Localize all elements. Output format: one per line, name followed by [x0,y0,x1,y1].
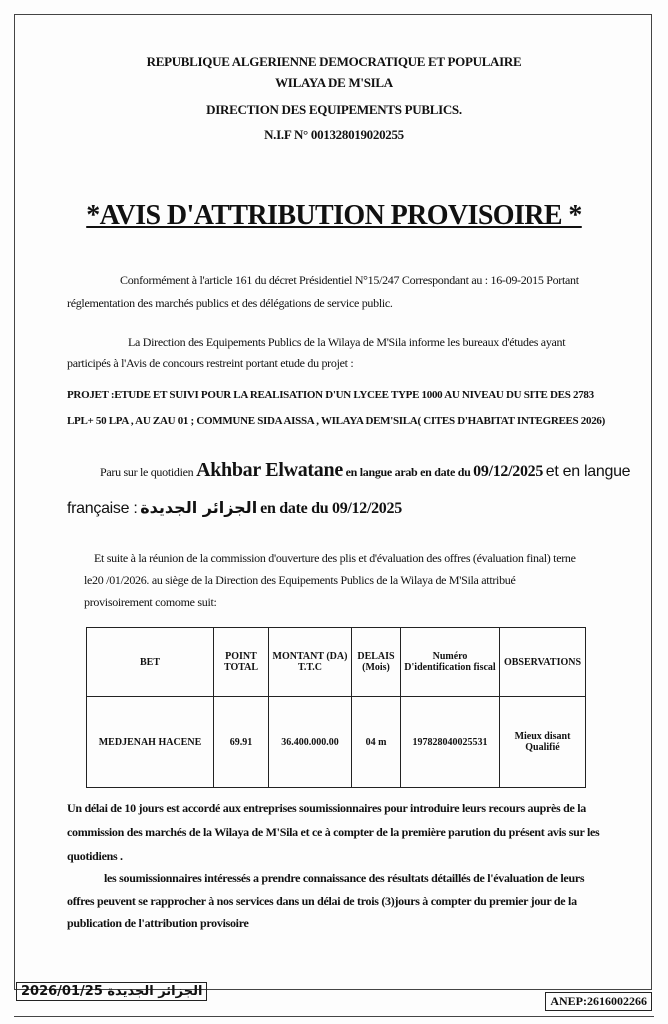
footer-newspaper-date: الجزائر الجديدة 2026/01/25 [16,982,207,1001]
header-wilaya: WILAYA DE M'SILA [275,75,393,90]
para3-line2: le20 /01/2026. au siège de la Direction des Equipements Publics de la Wilaya de M'Sila attribué [84,573,516,587]
cell-delais: 04 m [352,697,401,788]
para1-line1: Conformément à l'article 161 du décret Présidentiel N°15/247 Correspondant au : 16-09-2015 Portant [120,273,579,287]
para3-line3: provisoirement comome suit: [84,595,217,609]
paru-line1 [100,458,640,484]
table-header-row [87,628,586,697]
notice-title: *AVIS D'ATTRIBUTION PROVISOIRE * [86,200,582,231]
projet-line2: LPL+ 50 LPA , AU ZAU 01 ; COMMUNE SIDA AISSA , WILAYA DEM'SILA( CITES D'HABITAT INTEGREES 2026) [67,415,605,427]
cell-montant: 36.400.000.00 [269,697,352,788]
col-header-montant: MONTANT (DA) T.T.C [269,628,352,697]
header-direction: DIRECTION DES EQUIPEMENTS PUBLICS. [206,102,462,117]
para5-line3: publication de l'attribution provisoire [67,916,249,930]
cell-bet: MEDJENAH HACENE [87,697,214,788]
paru-line2-prefix: française : [67,500,138,517]
newspaper-akhbar-elwatane: Akhbar Elwatane [196,459,343,481]
para4-line1: Un délai de 10 jours est accordé aux entreprises soumissionnaires pour introduire leurs recours auprès de la [67,801,586,815]
col-header-delais: DELAIS (Mois) [352,628,401,697]
header-nif: N.I.F N° 001328019020255 [264,127,404,142]
paru-line2-suffix: en date du 09/12/2025 [260,500,402,517]
cell-nif: 197828040025531 [401,697,500,788]
bottom-divider [14,1016,654,1017]
para2-line1: La Direction des Equipements Publics de la Wilaya de M'Sila informe les bureaux d'études ayant [128,335,566,349]
table-row [87,697,586,788]
col-header-point: POINT TOTAL [214,628,269,697]
paru-date1: 09/12/2025 [473,463,544,480]
newspaper-el-djazair-el-djadida: الجزائر الجديدة [140,498,258,517]
para4-line2: commission des marchés de la Wilaya de M'Sila et ce à compter de la première parution du présent avis sur les [67,825,600,839]
paru-mid1: en langue arab en date du [345,465,471,479]
para2-line2: participés à l'Avis de concours restreint portant etude du projet : [67,356,354,370]
footer-anep-reference: ANEP:2616002266 [545,992,652,1011]
header-republic: REPUBLIQUE ALGERIENNE DEMOCRATIQUE ET POPULAIRE [146,54,522,69]
para5-line2: offres peuvent se rapprocher à nos services dans un délai de trois (3)jours à compter du premier jour de la [67,894,577,908]
para4-line3: quotidiens . [67,849,123,863]
col-header-nif: Numéro D'identification fiscal [401,628,500,697]
paru-prefix: Paru sur le quotidien [100,465,194,479]
projet-line1: PROJET :ETUDE ET SUIVI POUR LA REALISATION D'UN LYCEE TYPE 1000 AU NIVEAU DU SITE DES 2783 [67,389,594,401]
col-header-bet: BET [87,628,214,697]
cell-observations: Mieux disant Qualifié [500,697,586,788]
paru-mid2: et en langue [545,463,631,480]
para3-line1: Et suite à la réunion de la commission d'ouverture des plis et d'évaluation des offres (évaluation final) terne [94,551,576,565]
cell-point: 69.91 [214,697,269,788]
para1-line2: réglementation des marchés publics et des délégations de service public. [67,296,393,310]
col-header-observations: OBSERVATIONS [500,628,586,697]
paru-line2 [67,496,607,521]
attribution-table [86,627,586,788]
para5-line1: les soumissionnaires intéressés a prendre connaissance des résultats détaillés de l'évaluation de leurs [104,871,585,885]
